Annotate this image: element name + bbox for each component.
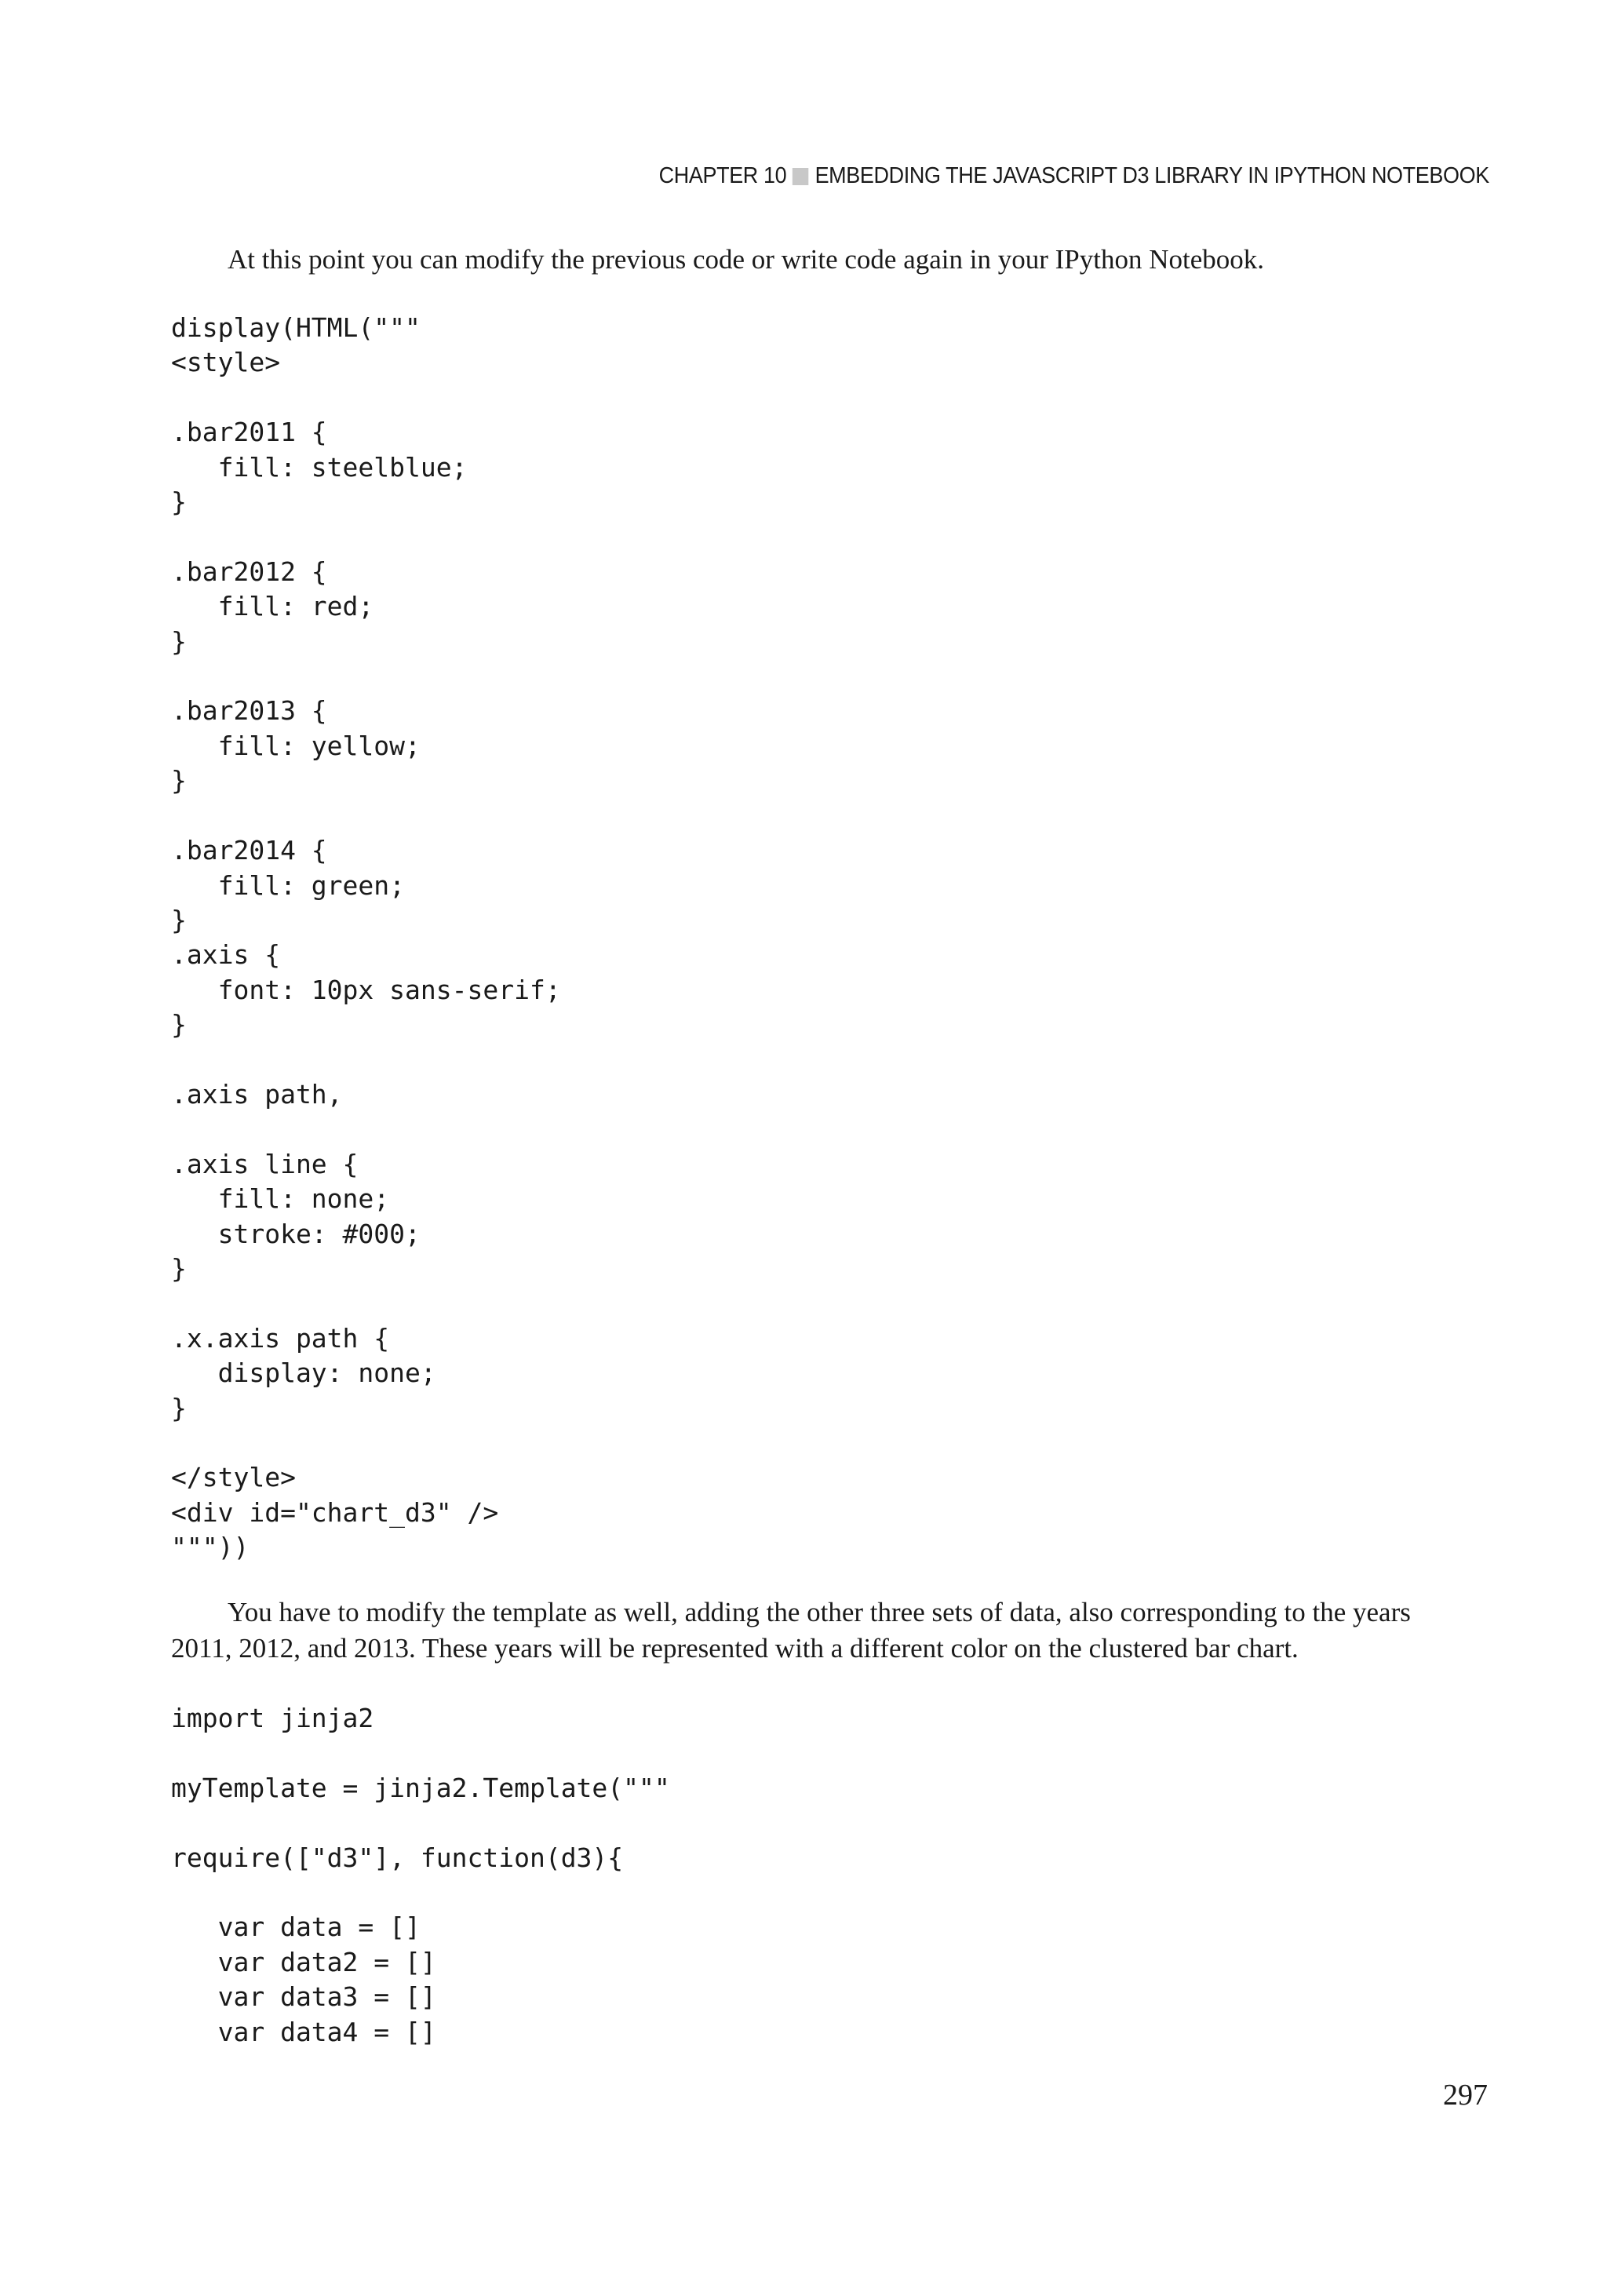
running-head <box>659 163 1489 189</box>
intro-paragraph <box>171 242 1461 278</box>
style-code-block: display(HTML(""" <style> .bar2011 { fill: steelblue; } .bar2012 { fill: red; } .bar2013 { fill: yellow; } .bar2014 { fill: green; } .axis { font: 10px sans-serif; } .axis path, .axis line { fill: none; stroke: #000; } .x.axis path { display: none; } </style> <div id="chart_d3" /> """)) <box>171 312 561 1563</box>
separator-square-icon <box>793 168 808 185</box>
page-number: 297 <box>1443 2079 1488 2112</box>
template-paragraph-text: You have to modify the template as well, adding the other three sets of data, also corresponding to the years 2011, 2012, and 2013. These years will be represented with a different color on the clustered bar chart. <box>171 1597 1411 1664</box>
template-code-block: import jinja2 myTemplate = jinja2.Template(""" require(["d3"], function(d3){ var data = [] var data2 = [] var data3 = [] var data4 = [] <box>171 1703 670 2047</box>
chapter-title: EMBEDDING THE JAVASCRIPT D3 LIBRARY IN IPYTHON NOTEBOOK <box>814 163 1489 188</box>
intro-paragraph-text: At this point you can modify the previous code or write code again in your IPython Notebook. <box>228 244 1264 275</box>
chapter-label: CHAPTER 10 <box>658 163 787 188</box>
template-paragraph <box>171 1594 1461 1667</box>
